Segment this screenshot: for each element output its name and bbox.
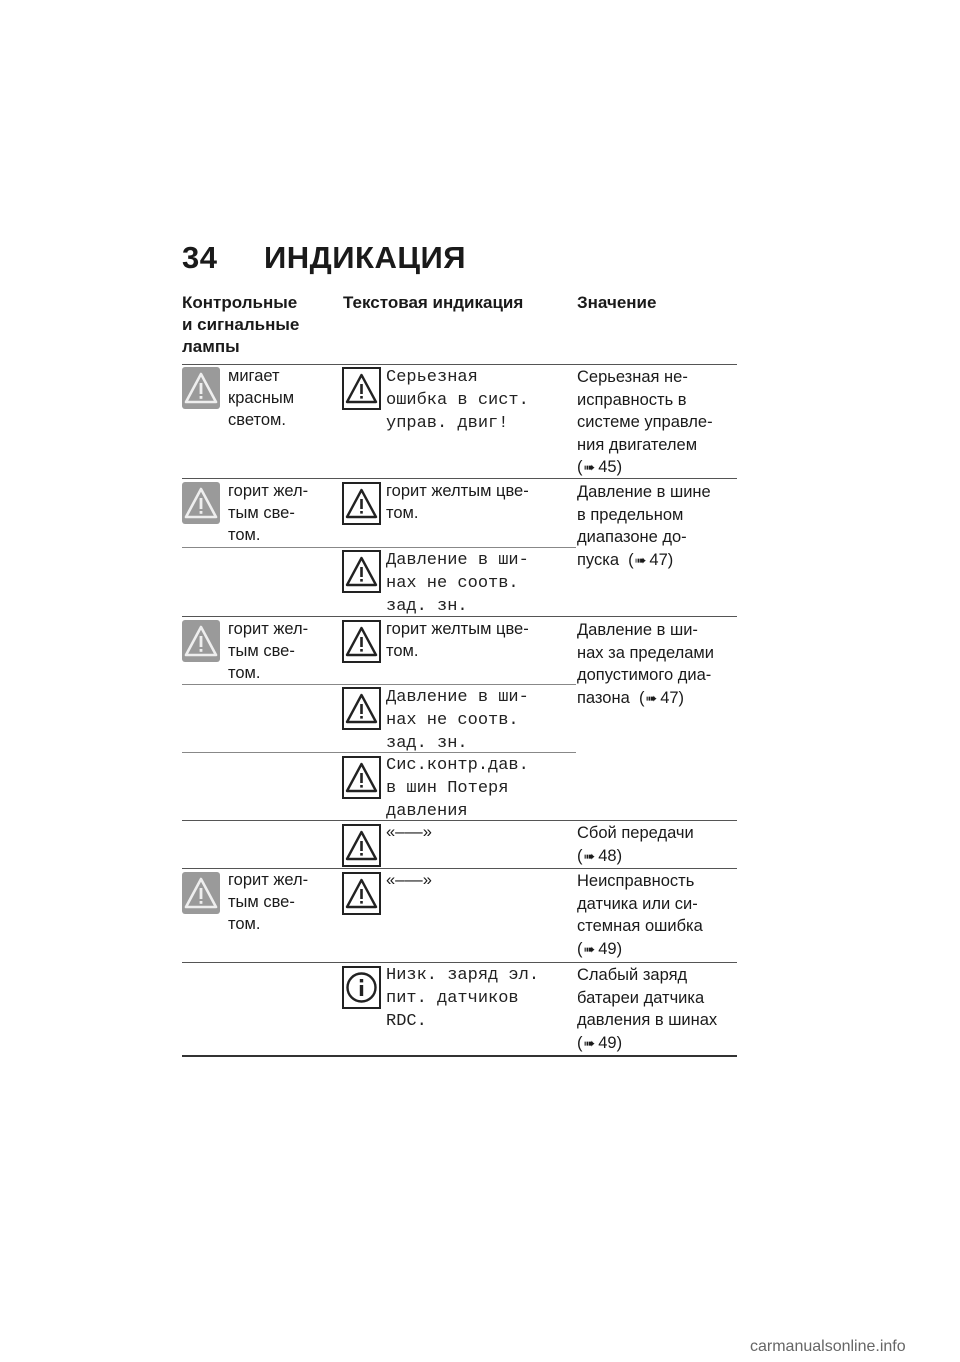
lamp-state: мигает красным светом.	[228, 367, 295, 429]
warning-triangle-icon	[342, 756, 381, 799]
page-reference: (➠ 48)	[577, 845, 737, 868]
page-title	[182, 240, 466, 276]
row-divider	[182, 962, 737, 963]
reference-arrow-icon: ➠	[583, 1034, 596, 1051]
display-message: горит желтым цве- том.	[386, 620, 529, 660]
row-subdivider	[182, 547, 576, 548]
watermark: carmanualsonline.info	[750, 1338, 906, 1355]
reference-arrow-icon: ➠	[583, 847, 596, 864]
meaning-text: Давление в ши- нах за пределами допустимого диа- пазона (➠ 47)	[577, 619, 737, 709]
meaning-text: Давление в шине в предельном диапазоне до- пуска (➠ 47)	[577, 481, 737, 571]
warning-lamp-icon	[182, 367, 220, 409]
display-message: Давление в ши- нах не соотв. зад. зн.	[386, 551, 529, 616]
column-header-meaning: Значение	[577, 293, 657, 312]
meaning-text: Сбой передачи (➠ 48)	[577, 822, 737, 867]
warning-triangle-icon	[342, 687, 381, 730]
meaning-text: Серьезная не- исправность в системе управле- ния двигателем (➠ 45)	[577, 366, 737, 479]
warning-lamp-icon	[182, 620, 220, 662]
warning-triangle-icon	[342, 620, 381, 663]
warning-triangle-icon	[342, 550, 381, 593]
column-header-text-display: Текстовая индикация	[343, 293, 524, 312]
display-message: «–––»	[386, 823, 432, 841]
warning-triangle-icon	[342, 482, 381, 525]
reference-arrow-icon: ➠	[645, 689, 658, 706]
page-reference: (➠ 45)	[577, 456, 737, 479]
meaning-text: Неисправность датчика или си- стемная ошибка (➠ 49)	[577, 870, 737, 960]
warning-lamp-icon	[182, 482, 220, 524]
meaning-text: Слабый заряд батареи датчика давления в шинах (➠ 49)	[577, 964, 737, 1054]
column-header-lamps: Контрольные и сигнальные лампы	[182, 293, 300, 356]
display-message: Низк. заряд эл. пит. датчиков RDC.	[386, 966, 540, 1031]
lamp-state: горит жел- тым све- том.	[228, 620, 309, 682]
page-number: 34	[182, 240, 218, 275]
page-reference: (➠ 49)	[577, 938, 737, 961]
page-reference: (➠ 49)	[577, 1032, 737, 1055]
display-message: Давление в ши- нах не соотв. зад. зн.	[386, 688, 529, 753]
lamp-state: горит жел- тым све- том.	[228, 871, 309, 933]
lamp-state: горит жел- тым све- том.	[228, 482, 309, 544]
warning-lamp-icon	[182, 872, 220, 914]
warning-triangle-icon	[342, 824, 381, 867]
reference-arrow-icon: ➠	[583, 459, 596, 475]
table-bottom-rule	[182, 1055, 737, 1057]
page-reference: пазона (➠ 47)	[577, 687, 737, 710]
row-subdivider	[182, 684, 576, 685]
page-reference: пуска (➠ 47)	[577, 549, 737, 572]
display-message: Серьезная ошибка в сист. управ. двиг!	[386, 368, 529, 433]
reference-arrow-icon: ➠	[634, 551, 647, 568]
warning-triangle-icon	[342, 367, 381, 410]
display-message: горит желтым цве- том.	[386, 482, 529, 522]
chapter-title: ИНДИКАЦИЯ	[264, 240, 467, 275]
warning-triangle-icon	[342, 872, 381, 915]
info-icon	[342, 966, 381, 1009]
display-message: «–––»	[386, 871, 432, 889]
display-message: Сис.контр.дав. в шин Потеря давления	[386, 756, 529, 821]
reference-arrow-icon: ➠	[583, 940, 596, 957]
